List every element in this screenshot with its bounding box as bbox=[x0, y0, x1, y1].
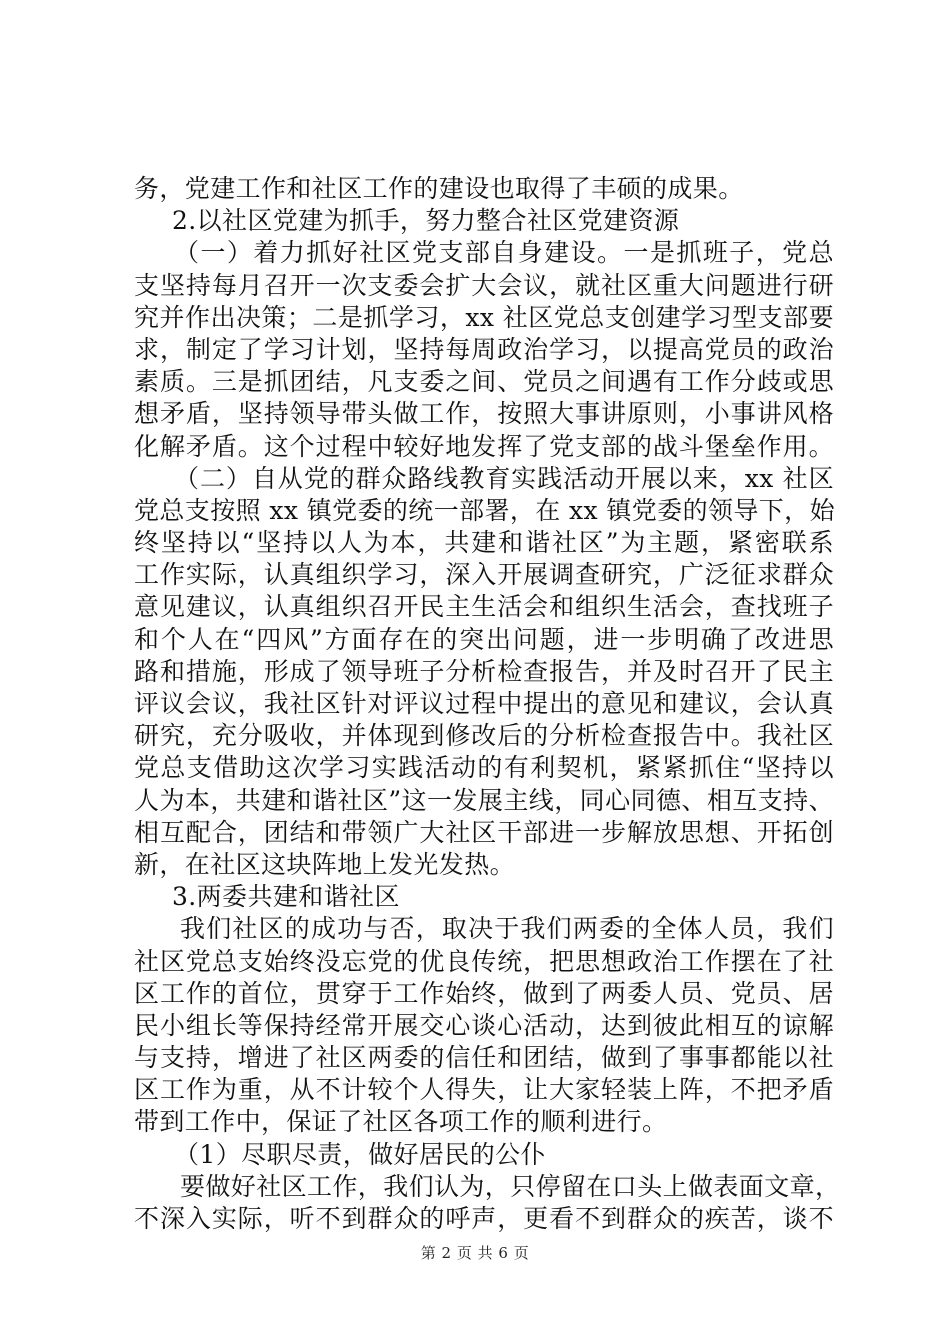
text-line: 意见建议，认真组织召开民主生活会和组织生活会，查找班子 bbox=[134, 592, 834, 622]
text-line: （二）自从党的群众路线教育实践活动开展以来，xx 社区 bbox=[174, 463, 834, 493]
text-line: 终坚持以“坚持以人为本，共建和谐社区”为主题，紧密联系 bbox=[134, 528, 834, 558]
text-line: 党总支按照 xx 镇党委的统一部署，在 xx 镇党委的领导下，始 bbox=[134, 495, 835, 525]
text-line: 人为本，共建和谐社区”这一发展主线，同心同德、相互支持、 bbox=[134, 785, 834, 815]
document-body bbox=[134, 173, 841, 1235]
text-line: 路和措施，形成了领导班子分析检查报告，并及时召开了民主 bbox=[134, 656, 834, 686]
text-line: 党总支借助这次学习实践活动的有利契机，紧紧抓住“坚持以 bbox=[134, 753, 834, 783]
text-line: 和个人在“四风”方面存在的突出问题，进一步明确了改进思 bbox=[134, 624, 834, 654]
text-line: 3.两委共建和谐社区 bbox=[172, 882, 400, 912]
text-line: 新，在社区这块阵地上发光发热。 bbox=[134, 849, 516, 879]
text-line: 评议会议，我社区针对评议过程中提出的意见和建议，会认真 bbox=[134, 689, 834, 718]
page-footer: 第 2 页 共 6 页 bbox=[420, 1244, 530, 1262]
text-line: 与支持，增进了社区两委的信任和团结，做到了事事都能以社 bbox=[134, 1043, 834, 1073]
text-line: 社区党总支始终没忘党的优良传统，把思想政治工作摆在了社 bbox=[134, 946, 834, 976]
text-line: 不深入实际，听不到群众的呼声，更看不到群众的疾苦，谈不 bbox=[134, 1204, 834, 1233]
text-line: 民小组长等保持经常开展交心谈心活动，达到彼此相互的谅解 bbox=[134, 1010, 834, 1040]
text-line: 我们社区的成功与否，取决于我们两委的全体人员，我们 bbox=[180, 914, 834, 944]
text-line: 带到工作中，保证了社区各项工作的顺利进行。 bbox=[134, 1107, 668, 1137]
text-line: （一）着力抓好社区党支部自身建设。一是抓班子，党总 bbox=[174, 238, 834, 268]
text-line: 研究，充分吸收，并体现到修改后的分析检查报告中。我社区 bbox=[134, 721, 834, 751]
text-line: 支坚持每月召开一次支委会扩大会议，就社区重大问题进行研 bbox=[134, 270, 834, 300]
text-line: 相互配合，团结和带领广大社区干部进一步解放思想、开拓创 bbox=[134, 817, 834, 847]
text-line: 素质。三是抓团结，凡支委之间、党员之间遇有工作分歧或思 bbox=[134, 367, 834, 397]
text-line: 2.以社区党建为抓手，努力整合社区党建资源 bbox=[172, 206, 680, 236]
text-line: 求，制定了学习计划，坚持每周政治学习，以提高党员的政治 bbox=[134, 334, 834, 364]
text-line: 务，党建工作和社区工作的建设也取得了丰硕的成果。 bbox=[134, 174, 744, 203]
text-line: 想矛盾，坚持领导带头做工作，按照大事讲原则，小事讲风格 bbox=[134, 399, 834, 429]
text-line: 区工作的首位，贯穿于工作始终，做到了两委人员、党员、居 bbox=[134, 978, 834, 1008]
text-line: 要做好社区工作，我们认为，只停留在口头上做表面文章， bbox=[180, 1171, 841, 1201]
text-line: （1）尽职尽责，做好居民的公仆 bbox=[174, 1139, 546, 1169]
text-line: 究并作出决策；二是抓学习，xx 社区党总支创建学习型支部要 bbox=[134, 302, 834, 332]
text-line: 化解矛盾。这个过程中较好地发挥了党支部的战斗堡垒作用。 bbox=[134, 431, 834, 461]
text-line: 区工作为重，从不计较个人得失，让大家轻装上阵，不把矛盾 bbox=[134, 1075, 834, 1105]
text-line: 工作实际，认真组织学习，深入开展调查研究，广泛征求群众 bbox=[134, 560, 834, 590]
